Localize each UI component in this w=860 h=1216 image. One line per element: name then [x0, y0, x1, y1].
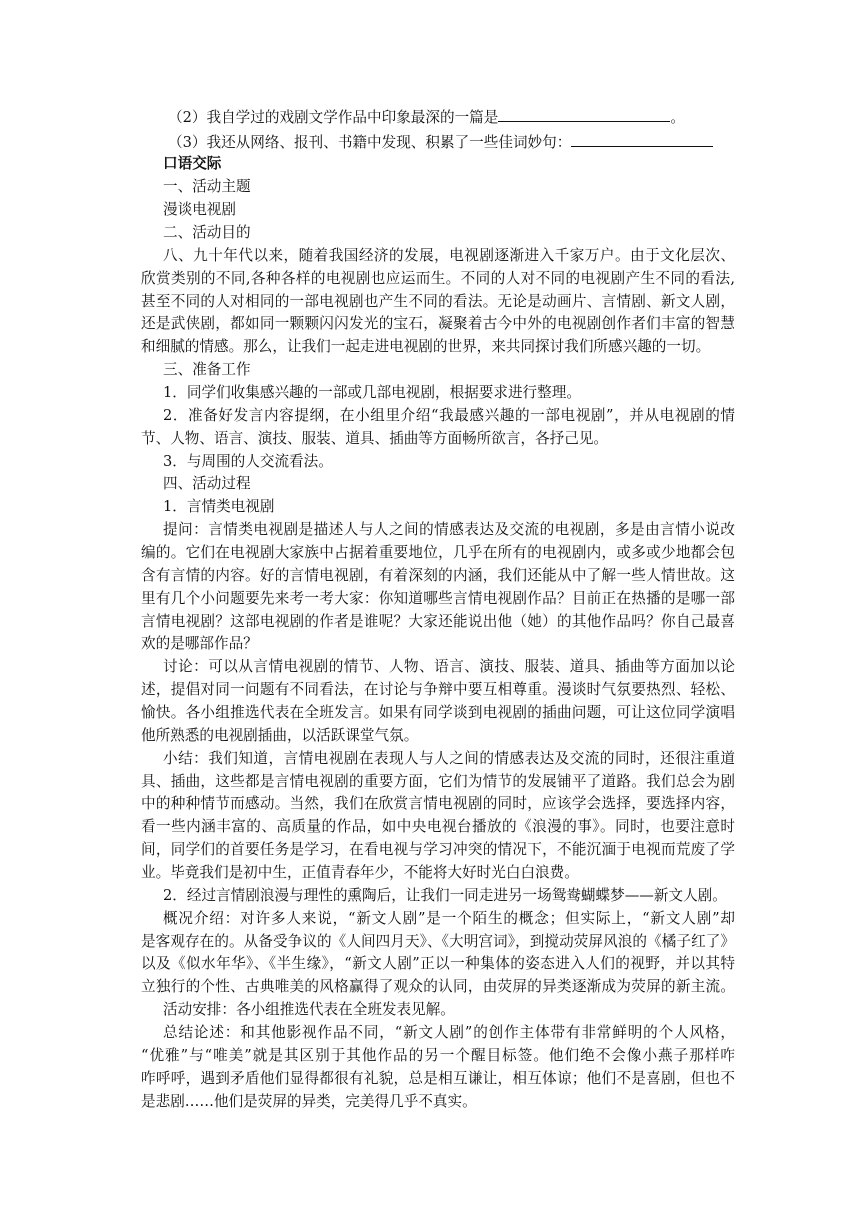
ask-line: 含有言情的内容。好的言情电视剧，有着深刻的内涵，我们还能从中了解一些人情世故。这: [141, 567, 735, 584]
summary-line: 间，同学们的首要任务是学习，在看电视与学习冲突的情况下，不能沉湎于电视而荒废了学: [141, 841, 735, 858]
conclusion-line: 总结论述：和其他影视作品不同，“新文人剧”的创作主体带有非常鲜明的个人风格，: [163, 1024, 735, 1041]
heading-process: 四、活动过程: [163, 475, 251, 492]
discuss-line: 述，提倡对同一问题有不同看法，在讨论与争辩中要互相尊重。漫谈时气氛要热烈、轻松、: [141, 681, 735, 698]
question-2-text: （2）我自学过的戏剧文学作品中印象最深的一篇是: [168, 109, 499, 126]
overview-line: 概况介绍：对许多人来说，“新文人剧”是一个陌生的概念；但实际上，“新文人剧”却: [163, 910, 735, 927]
overview-line: 以及《似水年华》、《半生缘》，“新文人剧”正以一种集体的姿态进入人们的视野，并以其特: [141, 955, 735, 972]
answer-blank-3[interactable]: [571, 131, 713, 147]
ask-line: 言情电视剧？这部电视剧的作者是谁呢？大家还能说出他（她）的其他作品吗？你自己最喜: [141, 613, 735, 630]
summary-line: 具、插曲，这些都是言情电视剧的重要方面，它们为情节的发展铺平了道路。我们总会为剧: [141, 773, 735, 790]
purpose-line: 还是武侠剧，都如同一颗颗闪闪发光的宝石，凝聚着古今中外的电视剧创作者们丰富的智慧: [141, 315, 735, 332]
prep-item-3: 3．与周围的人交流看法。: [163, 453, 333, 470]
purpose-line: 八、九十年代以来，随着我国经济的发展，电视剧逐渐进入千家万户。由于文化层次、: [163, 247, 735, 264]
summary-line: 业。毕竟我们是初中生，正值青春年少，不能将大好时光白白浪费。: [141, 864, 579, 881]
overview-line: 立独行的个性、古典唯美的风格赢得了观众的认同，由荧屏的异类逐渐成为荧屏的新主流。: [141, 978, 735, 995]
purpose-line: 欣赏类别的不同,各种各样的电视剧也应运而生。不同的人对不同的电视剧产生不同的看法,: [141, 270, 735, 287]
process-item-2: 2．经过言情剧浪漫与理性的熏陶后，让我们一同走进另一场鸳鸯蝴蝶梦——新文人剧。: [163, 887, 727, 904]
ask-line: 编的。它们在电视剧大家族中占据着重要地位，几乎在所有的电视剧内，或多或少地都会包: [141, 544, 735, 561]
summary-line: 看一些内涵丰富的、高质量的作品，如中央电视台播放的《浪漫的事》。同时，也要注意时: [141, 818, 735, 835]
summary-line: 中的种种情节而感动。当然，我们在欣赏言情电视剧的同时，应该学会选择，要选择内容，: [141, 795, 735, 812]
heading-prep: 三、准备工作: [163, 361, 251, 378]
discuss-line: 愉快。各小组推选代表在全班发言。如果有同学谈到电视剧的插曲问题，可让这位同学演唱: [141, 704, 735, 721]
discuss-line: 他所熟悉的电视剧插曲，以活跃课堂气氛。: [141, 727, 419, 744]
summary-line: 小结：我们知道，言情电视剧在表现人与人之间的情感表达及交流的同时，还很注重道: [163, 750, 735, 767]
ask-line: 欢的是哪部作品？: [141, 635, 258, 652]
question-2: [168, 106, 762, 128]
heading-theme: 一、活动主题: [163, 178, 251, 195]
arrange-line: 活动安排：各小组推选代表在全班发表见解。: [163, 1001, 455, 1018]
question-3-text: （3）我还从网络、报刊、书籍中发现、积累了一些佳词妙句：: [168, 134, 572, 151]
conclusion-line: 咋呼呼，遇到矛盾他们显得都很有礼貌，总是相互谦让，相互体谅；他们不是喜剧，但也不: [141, 1070, 735, 1087]
heading-purpose: 二、活动目的: [163, 224, 251, 241]
conclusion-line: “优雅”与“唯美”就是其区别于其他作品的另一个醒目标签。他们绝不会像小燕子那样咋: [141, 1047, 735, 1064]
section-title: 口语交际: [163, 155, 222, 172]
overview-line: 是客观存在的。从备受争议的《人间四月天》、《大明宫词》，到搅动荧屏风浪的《橘子红了》: [141, 933, 735, 950]
process-item-1: 1．言情类电视剧: [163, 498, 275, 515]
question-3: [168, 131, 762, 153]
discuss-line: 讨论：可以从言情电视剧的情节、人物、语言、演技、服装、道具、插曲等方面加以论: [163, 658, 735, 675]
answer-blank-2[interactable]: [498, 106, 670, 122]
purpose-line: 甚至不同的人对相同的一部电视剧也产生不同的看法。无论是动画片、言情剧、新文人剧，: [141, 293, 735, 310]
purpose-line: 和细腻的情感。那么，让我们一起走进电视剧的世界，来共同探讨我们所感兴趣的一切。: [141, 338, 711, 355]
prep-item-2: 2．准备好发言内容提纲，在小组里介绍“我最感兴趣的一部电视剧”，并从电视剧的情: [163, 407, 735, 424]
conclusion-line: 是悲剧……他们是荧屏的异类，完美得几乎不真实。: [141, 1093, 477, 1110]
question-2-end: 。: [670, 109, 685, 126]
prep-item-2-cont: 节、人物、语言、演技、服装、道具、插曲等方面畅所欲言，各抒己见。: [141, 430, 609, 447]
ask-line: 提问：言情类电视剧是描述人与人之间的情感表达及交流的电视剧，多是由言情小说改: [163, 521, 735, 538]
ask-line: 里有几个小问题要先来考一考大家：你知道哪些言情电视剧作品？目前正在热播的是哪一部: [141, 590, 735, 607]
theme-text: 漫谈电视剧: [163, 201, 236, 218]
prep-item-1: 1．同学们收集感兴趣的一部或几部电视剧，根据要求进行整理。: [163, 384, 581, 401]
